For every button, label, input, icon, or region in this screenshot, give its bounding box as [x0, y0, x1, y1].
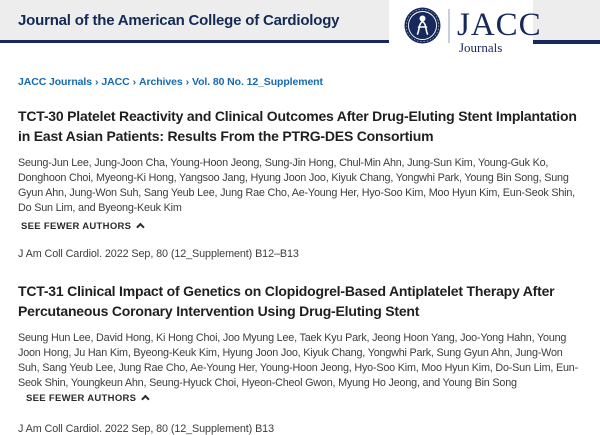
citation: J Am Coll Cardiol. 2022 Sep, 80 (12_Supplement) B12–B13 — [18, 248, 299, 260]
logo-acronym: JACC — [457, 7, 542, 43]
breadcrumb-separator: › — [94, 76, 99, 88]
logo-divider — [448, 9, 450, 43]
see-fewer-authors-label: SEE FEWER AUTHORS — [21, 221, 132, 232]
content-area — [0, 76, 600, 435]
chevron-up-icon — [136, 222, 144, 230]
see-fewer-authors-button[interactable] — [21, 221, 142, 232]
breadcrumb — [18, 76, 582, 88]
journal-title-link[interactable]: Journal of the American College of Cardiology — [18, 11, 340, 29]
citation: J Am Coll Cardiol. 2022 Sep, 80 (12_Supplement) B13 — [18, 423, 274, 435]
author-list: Seung-Jun Lee, Jung-Joon Cha, Young-Hoon Jeong, Sung-Jin Hong, Chul-Min Ahn, Jung-Sun Kim, Young-Guk Ko, Donghoon Choi, Myeong-Ki Hong, Yangsoo Jang, Hyung Joon Joo, Kiyuk Chang, Yongwhi Park, Young Bin Song, Sung Gyun Ahn, Jung-Won Suh, Sang Yeub Lee, Jung Rae Cho, Ae-Young Her, Hyo-Soo Kim, Moo Hyun Kim, Eun-Seok Shin, Do Sun Lim, and Byeong-Keuk Kim — [18, 157, 575, 214]
chevron-up-icon — [141, 394, 149, 402]
breadcrumb-archives[interactable]: Archives — [139, 76, 183, 88]
jacc-logo[interactable] — [404, 7, 542, 54]
article-item — [18, 107, 582, 260]
author-list-text: Seung Hun Lee, David Hong, Ki Hong Choi, Joo Myung Lee, Taek Kyu Park, Jeong Hoon Yang, Joo-Yong Hahn, Young Joon Hong, Ju Han Kim, Byeong-Keuk Kim, Hyung Joon Joo, Kiyuk Chang, Yongwhi Park, Sung Gyun Ahn, Jung-Won Suh, Sang Yeub Lee, Jung Rae Cho, Ae-Young Her, Young-Hoon Jeong, Hyo-Soo Kim, Moo Hyun Kim, Do-Sun Lim, Eun-Seok Shin, Youngkeun Ahn, Seung-Hyuck Choi, Hyeon-Cheol Gwon, Myung Ho Jeong, and Young Bin Song — [18, 332, 578, 389]
breadcrumb-jacc-journals[interactable]: JACC Journals — [18, 76, 92, 88]
journal-title-band — [0, 0, 389, 43]
article-title-link[interactable]: TCT-31 Clinical Impact of Genetics on Clopidogrel-Based Antiplatelet Therapy After Percutaneous Coronary Intervention Using Drug-Eluting Stent — [18, 283, 555, 319]
jacc-seal-icon — [404, 7, 441, 44]
breadcrumb-volume[interactable]: Vol. 80 No. 12_Supplement — [191, 76, 323, 88]
logo-subtitle: Journals — [459, 40, 503, 55]
article-title-link[interactable]: TCT-30 Platelet Reactivity and Clinical Outcomes After Drug-Eluting Stent Implantation in East Asian Patients: Results From the PTRG-DES Consortium — [18, 108, 577, 144]
site-header — [0, 0, 600, 58]
article-item — [18, 282, 582, 435]
see-fewer-authors-button[interactable] — [26, 393, 147, 404]
breadcrumb-jacc[interactable]: JACC — [101, 76, 130, 88]
breadcrumb-separator: › — [185, 76, 189, 88]
see-fewer-authors-label: SEE FEWER AUTHORS — [26, 393, 137, 404]
author-list — [18, 331, 582, 406]
header-band-right — [533, 0, 600, 44]
breadcrumb-separator: › — [132, 76, 136, 88]
